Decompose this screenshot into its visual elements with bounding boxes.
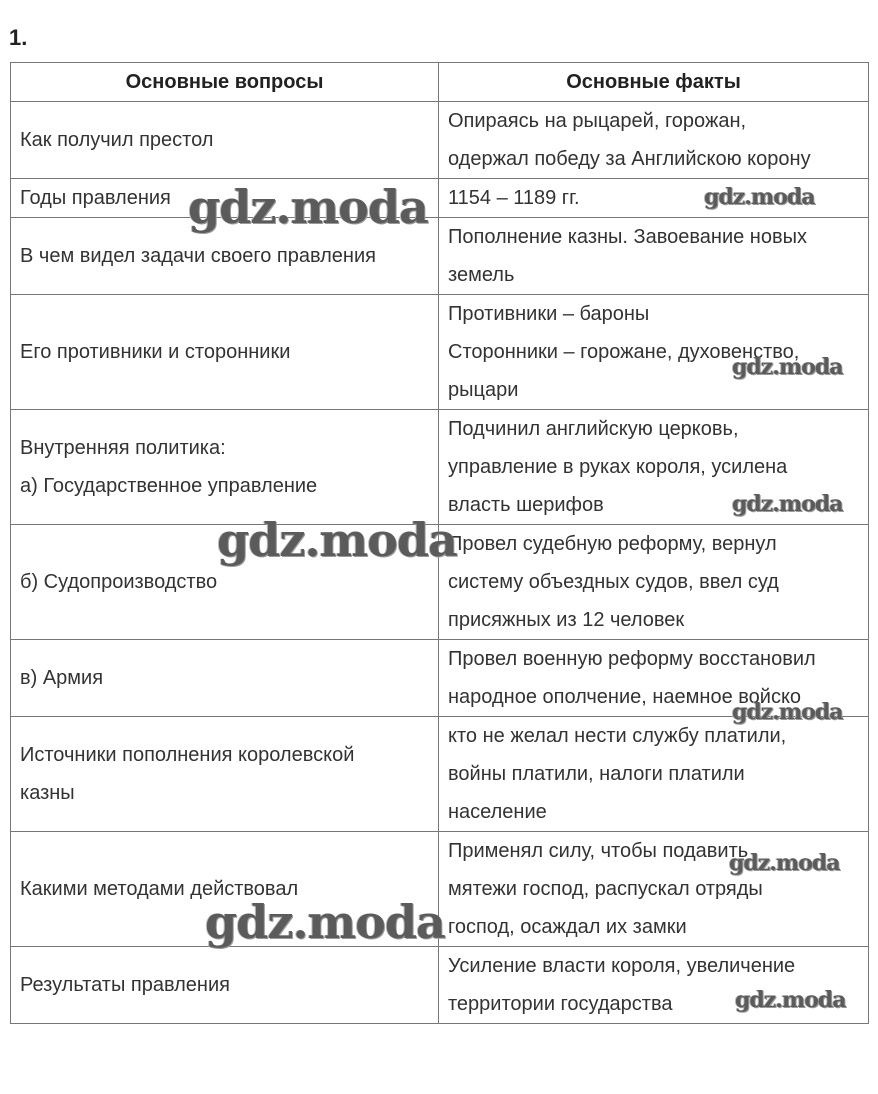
fact-line: систему объездных судов, ввел суд [448, 571, 779, 593]
facts-cell [439, 525, 869, 640]
question-line: В чем видел задачи своего правления [20, 245, 376, 267]
question-line: в) Армия [20, 667, 104, 689]
watermark: gdz.moda [704, 184, 815, 210]
watermark: gdz.moda [735, 987, 846, 1013]
fact-line: Применял силу, чтобы подавить [448, 840, 749, 862]
fact-line: Подчинил английскую церковь, [448, 418, 739, 440]
facts-cell [439, 102, 869, 179]
fact-line: Усиление власти короля, увеличение [448, 955, 796, 977]
facts-cell [439, 832, 869, 947]
table-row [11, 717, 869, 832]
table-row [11, 218, 869, 295]
question-cell [11, 295, 439, 410]
fact-line: мятежи господ, распускал отряды [448, 878, 763, 900]
facts-cell [439, 218, 869, 295]
question-line: казны [20, 782, 75, 804]
facts-cell [439, 717, 869, 832]
watermark: gdz.moda [732, 491, 843, 517]
fact-line: одержал победу за Английскою корону [448, 148, 811, 170]
watermark: gdz.moda [217, 513, 457, 567]
watermark: gdz.moda [205, 895, 445, 949]
question-cell [11, 102, 439, 179]
question-line: б) Судопроизводство [20, 571, 218, 593]
fact-line: рыцари [448, 379, 519, 401]
question-line: Источники пополнения королевской [20, 744, 355, 766]
fact-line: Провел судебную реформу, вернул [448, 533, 777, 555]
question-line: Годы правления [20, 187, 171, 209]
fact-line: кто не желал нести службу платили, [448, 725, 787, 747]
fact-line: территории государства [448, 993, 673, 1015]
task-number: 1. [9, 25, 28, 50]
watermark: gdz.moda [729, 850, 840, 876]
question-line: Какими методами действовал [20, 878, 299, 900]
question-line: Результаты правления [20, 974, 230, 996]
question-cell [11, 640, 439, 717]
fact-line: Пополнение казны. Завоевание новых [448, 226, 807, 248]
header-facts: Основные факты [439, 63, 869, 102]
fact-line: присяжных из 12 человек [448, 609, 685, 631]
question-line: Его противники и сторонники [20, 341, 291, 363]
fact-line: войны платили, налоги платили [448, 763, 745, 785]
question-cell [11, 717, 439, 832]
fact-line: власть шерифов [448, 494, 604, 516]
fact-line: господ, осаждал их замки [448, 916, 687, 938]
fact-line: Противники – бароны [448, 303, 650, 325]
facts-cell [439, 295, 869, 410]
table-row [11, 102, 869, 179]
header-questions: Основные вопросы [11, 63, 439, 102]
question-line: а) Государственное управление [20, 475, 318, 497]
question-cell [11, 410, 439, 525]
question-line: Внутренняя политика: [20, 437, 226, 459]
fact-line: население [448, 801, 547, 823]
table-row [11, 295, 869, 410]
fact-line: Опираясь на рыцарей, горожан, [448, 110, 747, 132]
fact-line: Провел военную реформу восстановил [448, 648, 816, 670]
fact-line: земель [448, 264, 515, 286]
question-cell [11, 947, 439, 1024]
question-line: Как получил престол [20, 129, 214, 151]
fact-line: Сторонники – горожане, духовенство, [448, 341, 800, 363]
fact-line: управление в руках короля, усилена [448, 456, 788, 478]
fact-line: 1154 – 1189 гг. [448, 187, 580, 209]
watermark: gdz.moda [188, 180, 428, 234]
fact-line: народное ополчение, наемное войско [448, 686, 802, 708]
header-row [11, 63, 869, 102]
watermark: gdz.moda [732, 354, 843, 380]
watermark: gdz.moda [732, 699, 843, 725]
